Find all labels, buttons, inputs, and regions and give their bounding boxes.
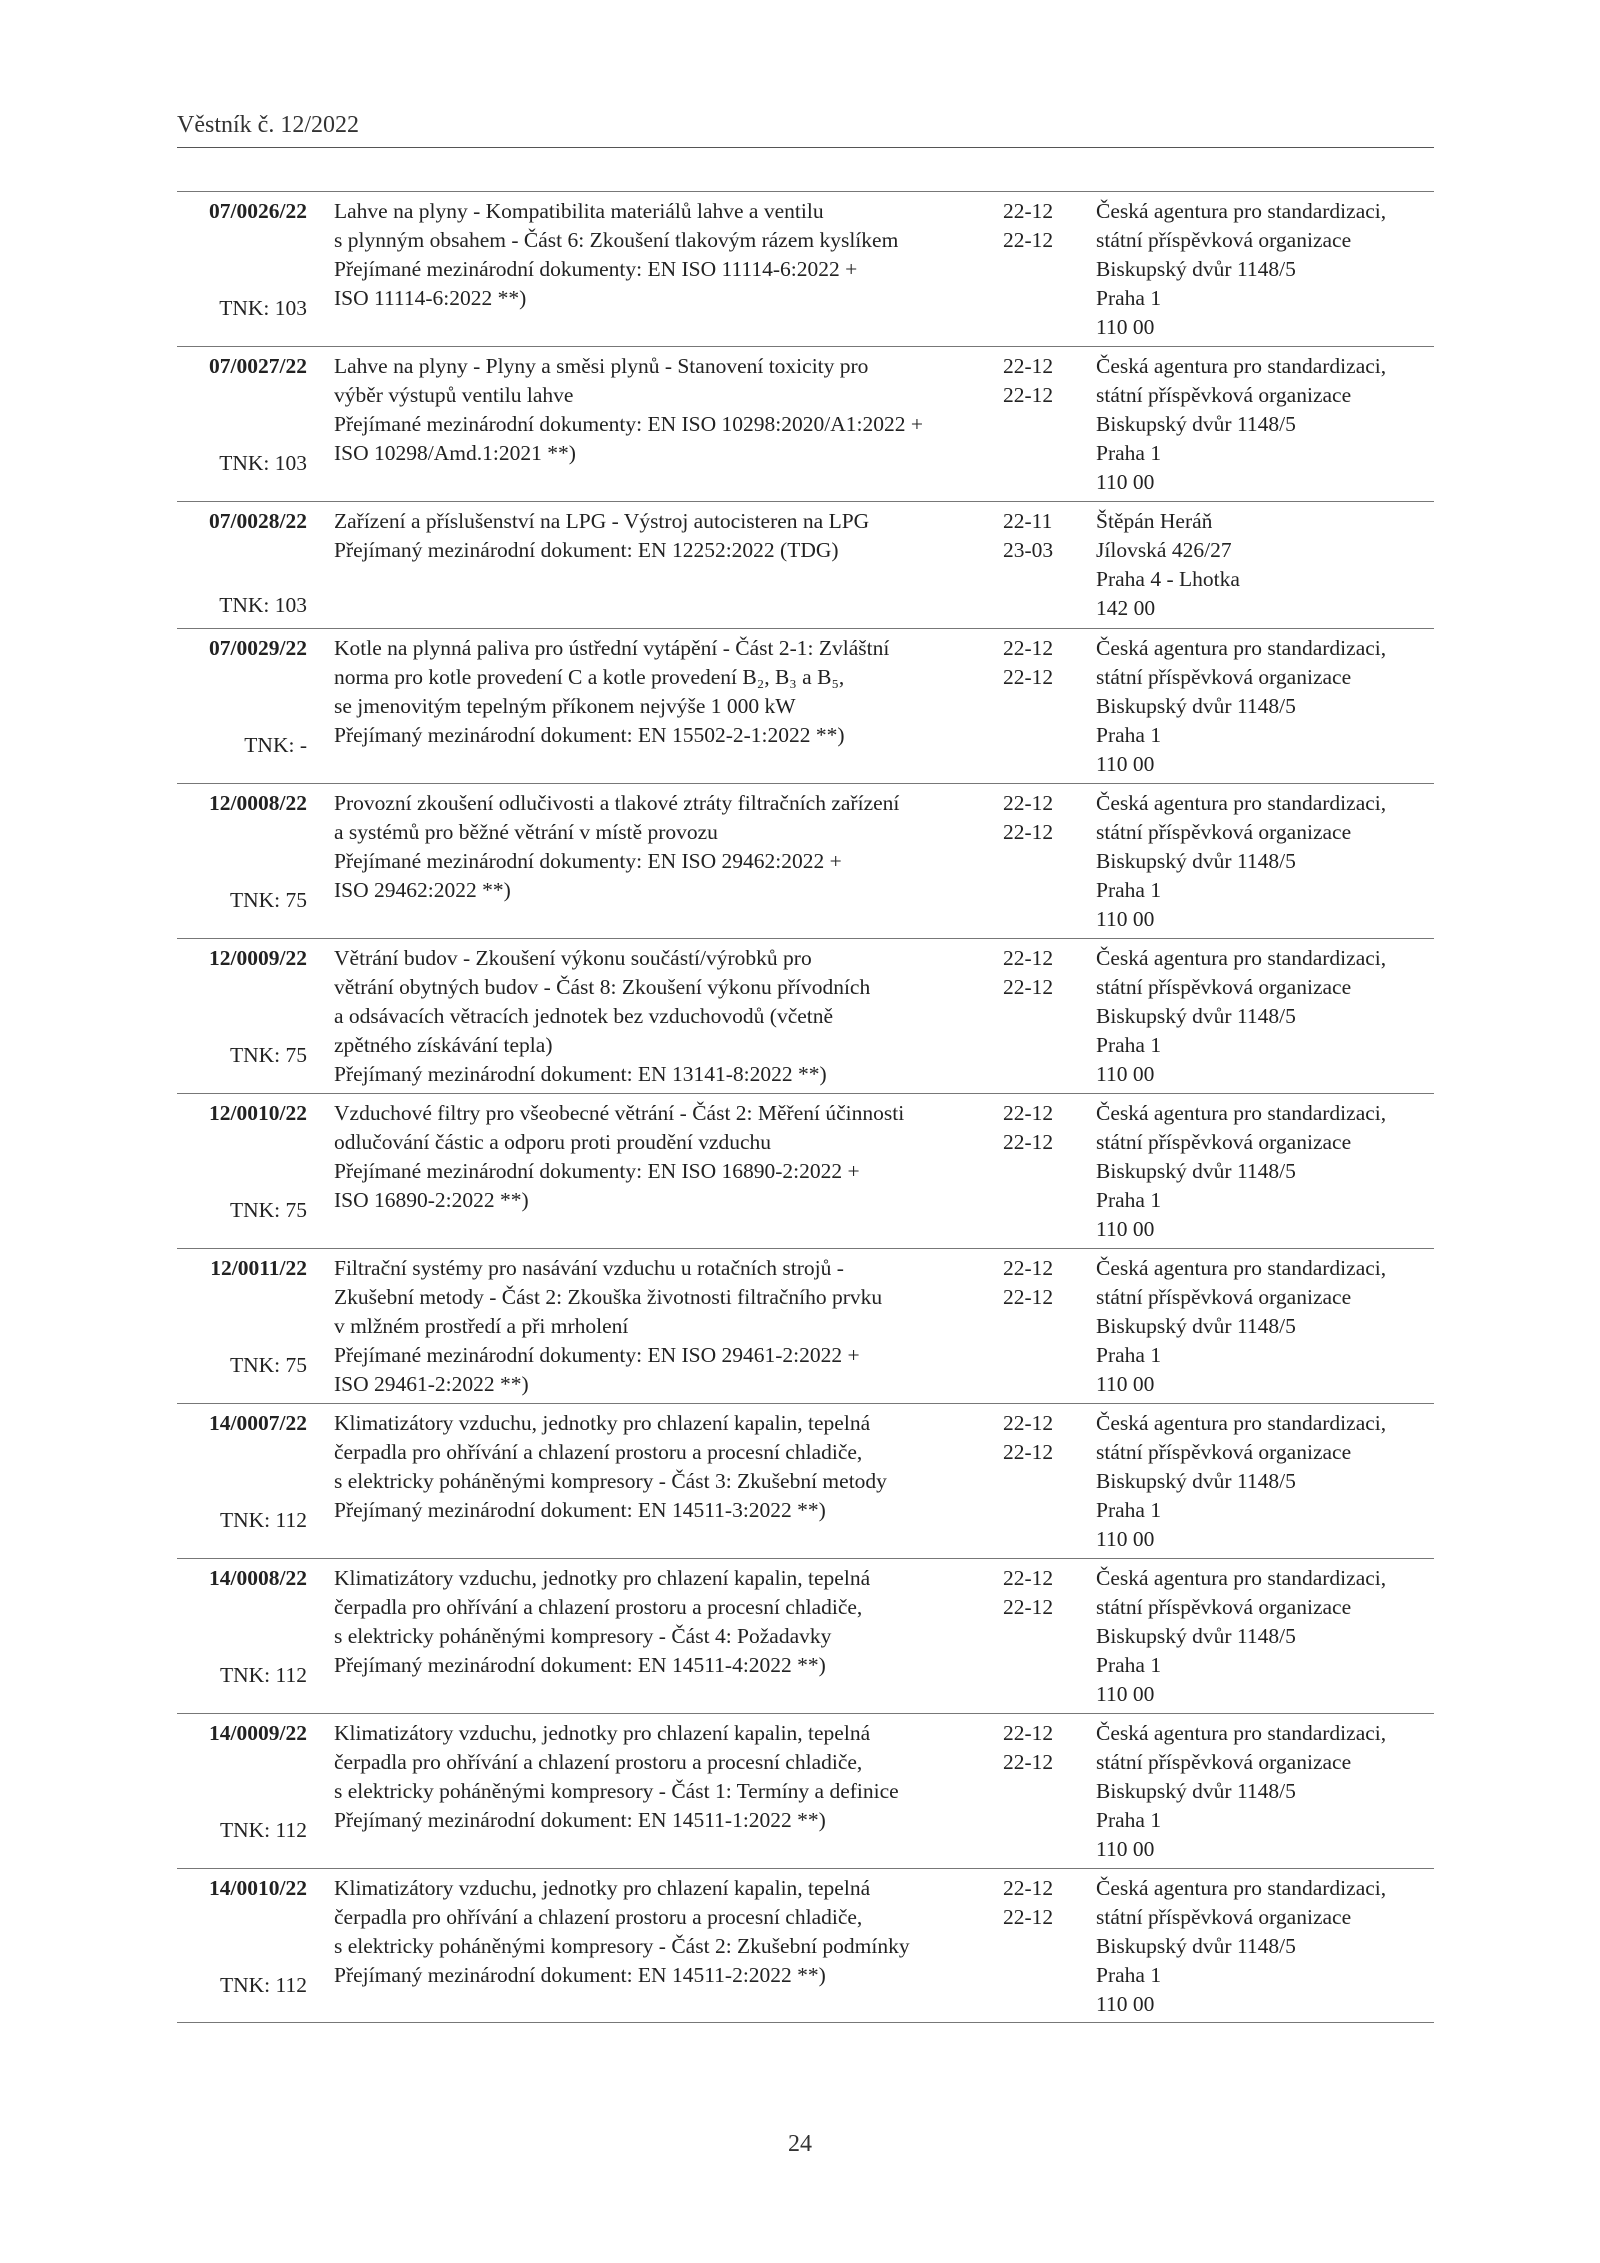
address-line: státní příspěvková organizace: [1096, 1750, 1352, 1774]
record-title: [334, 507, 994, 565]
standards-table: [177, 191, 1434, 2023]
title-line: čerpadla pro ohřívání a chlazení prostoru a procesní chladiče,: [334, 1750, 863, 1774]
title-line: čerpadla pro ohřívání a chlazení prostoru a procesní chladiče,: [334, 1595, 863, 1619]
record-number-cell: [177, 1874, 307, 1997]
title-line: Lahve na plyny - Kompatibilita materiálů lahve a ventilu: [334, 199, 824, 223]
record-number-cell: [177, 1409, 307, 1532]
record-dates: [1003, 507, 1073, 565]
title-line: s elektricky poháněnými kompresory - Část 2: Zkušební podmínky: [334, 1934, 910, 1958]
title-line: ISO 29462:2022 **): [334, 878, 511, 902]
record-address: [1096, 352, 1436, 497]
title-line: ISO 10298/Amd.1:2021 **): [334, 441, 576, 465]
address-line: 110 00: [1096, 1062, 1155, 1086]
title-line: čerpadla pro ohřívání a chlazení prostoru a procesní chladiče,: [334, 1905, 863, 1929]
record-number: 07/0026/22: [209, 199, 307, 223]
title-line: výběr výstupů ventilu lahve: [334, 383, 574, 407]
record-number: 12/0011/22: [210, 1256, 307, 1280]
date-value: 22-11: [1003, 509, 1053, 533]
date-value: 22-12: [1003, 1130, 1054, 1154]
date-value: 22-12: [1003, 975, 1054, 999]
address-line: Česká agentura pro standardizaci,: [1096, 636, 1387, 660]
record-number-cell: [177, 507, 307, 617]
address-line: 110 00: [1096, 1217, 1155, 1241]
table-row: [177, 1403, 1434, 1558]
address-line: Biskupský dvůr 1148/5: [1096, 1314, 1296, 1338]
record-title: [334, 1254, 994, 1399]
record-dates: [1003, 1099, 1073, 1157]
address-line: Biskupský dvůr 1148/5: [1096, 1624, 1296, 1648]
tnk-code: TNK: -: [244, 733, 307, 757]
title-line: Provozní zkoušení odlučivosti a tlakové ztráty filtračních zařízení: [334, 791, 900, 815]
record-number-cell: [177, 1254, 307, 1377]
date-value: 22-12: [1003, 1721, 1054, 1745]
date-value: 22-12: [1003, 1411, 1054, 1435]
title-line: Přejímané mezinárodní dokumenty: EN ISO 16890-2:2022 +: [334, 1159, 860, 1183]
address-line: Praha 1: [1096, 1808, 1162, 1832]
title-line: Přejímaný mezinárodní dokument: EN 14511-3:2022 **): [334, 1498, 826, 1522]
record-title: [334, 1099, 994, 1215]
address-line: Praha 1: [1096, 1033, 1162, 1057]
address-line: 110 00: [1096, 752, 1155, 776]
title-line: Přejímané mezinárodní dokumenty: EN ISO 10298:2020/A1:2022 +: [334, 412, 923, 436]
title-line: Přejímaný mezinárodní dokument: EN 14511-1:2022 **): [334, 1808, 826, 1832]
date-value: 22-12: [1003, 383, 1054, 407]
title-line: Kotle na plynná paliva pro ústřední vytápění - Část 2-1: Zvláštní: [334, 636, 890, 660]
record-number: 07/0029/22: [209, 636, 307, 660]
tnk-code: TNK: 75: [229, 1353, 307, 1377]
address-line: státní příspěvková organizace: [1096, 1285, 1352, 1309]
address-line: Biskupský dvůr 1148/5: [1096, 1004, 1296, 1028]
record-number: 14/0010/22: [209, 1876, 307, 1900]
address-line: státní příspěvková organizace: [1096, 1440, 1352, 1464]
title-line: Přejímané mezinárodní dokumenty: EN ISO 11114-6:2022 +: [334, 257, 858, 281]
record-number-cell: [177, 1564, 307, 1687]
record-number-cell: [177, 352, 307, 475]
record-number-cell: [177, 1099, 307, 1222]
record-dates: [1003, 1409, 1073, 1467]
address-line: Česká agentura pro standardizaci,: [1096, 354, 1387, 378]
record-number: 14/0008/22: [209, 1566, 307, 1590]
address-line: Praha 4 - Lhotka: [1096, 567, 1240, 591]
title-line: se jmenovitým tepelným příkonem nejvýše 1 000 kW: [334, 694, 796, 718]
table-row: [177, 1713, 1434, 1868]
title-line: Větrání budov - Zkoušení výkonu součástí/výrobků pro: [334, 946, 812, 970]
record-number: 12/0008/22: [209, 791, 307, 815]
title-line: Vzduchové filtry pro všeobecné větrání - Část 2: Měření účinnosti: [334, 1101, 905, 1125]
address-line: 110 00: [1096, 1682, 1155, 1706]
tnk-code: TNK: 75: [229, 1043, 307, 1067]
record-address: [1096, 1719, 1436, 1864]
address-line: 142 00: [1096, 596, 1156, 620]
date-value: 22-12: [1003, 199, 1054, 223]
address-line: Česká agentura pro standardizaci,: [1096, 1411, 1387, 1435]
record-address: [1096, 944, 1436, 1089]
address-line: Praha 1: [1096, 878, 1162, 902]
title-line: ISO 11114-6:2022 **): [334, 286, 527, 310]
title-line: ISO 16890-2:2022 **): [334, 1188, 529, 1212]
record-number-cell: [177, 789, 307, 912]
record-number-cell: [177, 944, 307, 1067]
title-line: Filtrační systémy pro nasávání vzduchu u rotačních strojů -: [334, 1256, 844, 1280]
title-line: s elektricky poháněnými kompresory - Část 3: Zkušební metody: [334, 1469, 887, 1493]
date-value: 22-12: [1003, 946, 1054, 970]
address-line: Praha 1: [1096, 1963, 1162, 1987]
record-dates: [1003, 634, 1073, 692]
title-line: Klimatizátory vzduchu, jednotky pro chlazení kapalin, tepelná: [334, 1411, 871, 1435]
title-line: Zařízení a příslušenství na LPG - Výstroj autocisteren na LPG: [334, 509, 870, 533]
address-line: státní příspěvková organizace: [1096, 820, 1352, 844]
address-line: 110 00: [1096, 470, 1155, 494]
title-line: ISO 29461-2:2022 **): [334, 1372, 529, 1396]
address-line: státní příspěvková organizace: [1096, 1130, 1352, 1154]
address-line: Biskupský dvůr 1148/5: [1096, 1469, 1296, 1493]
tnk-code: TNK: 112: [220, 1663, 307, 1687]
table-row: [177, 191, 1434, 346]
date-value: 22-12: [1003, 354, 1054, 378]
address-line: Štěpán Heráň: [1096, 509, 1213, 533]
table-row: [177, 1093, 1434, 1248]
record-number-cell: [177, 1719, 307, 1842]
record-address: [1096, 1099, 1436, 1244]
title-line: zpětného získávání tepla): [334, 1033, 553, 1057]
address-line: 110 00: [1096, 907, 1155, 931]
record-title: [334, 1564, 994, 1680]
address-line: státní příspěvková organizace: [1096, 1595, 1352, 1619]
date-value: 22-12: [1003, 1595, 1054, 1619]
address-line: Česká agentura pro standardizaci,: [1096, 199, 1387, 223]
record-address: [1096, 1409, 1436, 1554]
address-line: 110 00: [1096, 1372, 1155, 1396]
record-title: [334, 1874, 994, 1990]
address-line: Biskupský dvůr 1148/5: [1096, 1779, 1296, 1803]
record-dates: [1003, 944, 1073, 1002]
date-value: 22-12: [1003, 1256, 1054, 1280]
title-line: odlučování částic a odporu proti proudění vzduchu: [334, 1130, 772, 1154]
tnk-code: TNK: 112: [220, 1508, 307, 1532]
title-line: Přejímané mezinárodní dokumenty: EN ISO 29462:2022 +: [334, 849, 842, 873]
address-line: Biskupský dvůr 1148/5: [1096, 257, 1296, 281]
title-line: s plynným obsahem - Část 6: Zkoušení tlakovým rázem kyslíkem: [334, 228, 899, 252]
date-value: 22-12: [1003, 636, 1054, 660]
title-line: norma pro kotle provedení C a kotle provedení B₂, B₃ a B₅,: [334, 665, 845, 689]
address-line: 110 00: [1096, 1837, 1155, 1861]
date-value: 22-12: [1003, 1285, 1054, 1309]
record-title: [334, 1409, 994, 1525]
record-number: 12/0009/22: [209, 946, 307, 970]
record-title: [334, 634, 994, 750]
record-dates: [1003, 1874, 1073, 1932]
record-dates: [1003, 197, 1073, 255]
title-line: Přejímaný mezinárodní dokument: EN 15502-2-1:2022 **): [334, 723, 845, 747]
record-address: [1096, 1564, 1436, 1709]
title-line: Přejímaný mezinárodní dokument: EN 14511-2:2022 **): [334, 1963, 826, 1987]
record-dates: [1003, 1254, 1073, 1312]
date-value: 22-12: [1003, 1101, 1054, 1125]
title-line: čerpadla pro ohřívání a chlazení prostoru a procesní chladiče,: [334, 1440, 863, 1464]
tnk-code: TNK: 75: [229, 888, 307, 912]
record-title: [334, 944, 994, 1089]
address-line: Praha 1: [1096, 723, 1162, 747]
address-line: Praha 1: [1096, 1653, 1162, 1677]
title-line: s elektricky poháněnými kompresory - Část 4: Požadavky: [334, 1624, 832, 1648]
table-row: [177, 346, 1434, 501]
date-value: 22-12: [1003, 820, 1054, 844]
address-line: Česká agentura pro standardizaci,: [1096, 791, 1387, 815]
date-value: 22-12: [1003, 1876, 1054, 1900]
table-row: [177, 1558, 1434, 1713]
record-address: [1096, 507, 1436, 623]
date-value: 22-12: [1003, 1566, 1054, 1590]
record-address: [1096, 1874, 1436, 2019]
address-line: Česká agentura pro standardizaci,: [1096, 1256, 1387, 1280]
table-row: [177, 1248, 1434, 1403]
date-value: 22-12: [1003, 1440, 1054, 1464]
title-line: s elektricky poháněnými kompresory - Část 1: Termíny a definice: [334, 1779, 899, 1803]
address-line: Česká agentura pro standardizaci,: [1096, 946, 1387, 970]
record-dates: [1003, 789, 1073, 847]
address-line: Biskupský dvůr 1148/5: [1096, 694, 1296, 718]
address-line: Jílovská 426/27: [1096, 538, 1232, 562]
record-number: 07/0027/22: [209, 354, 307, 378]
tnk-code: TNK: 112: [220, 1973, 307, 1997]
title-line: větrání obytných budov - Část 8: Zkoušení výkonu přívodních: [334, 975, 871, 999]
address-line: Praha 1: [1096, 1343, 1162, 1367]
record-number: 14/0009/22: [209, 1721, 307, 1745]
address-line: 110 00: [1096, 1527, 1155, 1551]
address-line: Česká agentura pro standardizaci,: [1096, 1876, 1387, 1900]
title-line: a odsávacích větracích jednotek bez vzduchovodů (včetně: [334, 1004, 834, 1028]
address-line: Praha 1: [1096, 1498, 1162, 1522]
record-number: 07/0028/22: [209, 509, 307, 533]
record-dates: [1003, 1719, 1073, 1777]
title-line: Přejímaný mezinárodní dokument: EN 14511-4:2022 **): [334, 1653, 826, 1677]
address-line: Praha 1: [1096, 441, 1162, 465]
date-value: 22-12: [1003, 1750, 1054, 1774]
title-line: Lahve na plyny - Plyny a směsi plynů - Stanovení toxicity pro: [334, 354, 869, 378]
record-address: [1096, 789, 1436, 934]
table-row: [177, 501, 1434, 628]
title-line: Klimatizátory vzduchu, jednotky pro chlazení kapalin, tepelná: [334, 1721, 871, 1745]
record-title: [334, 352, 994, 468]
title-line: v mlžném prostředí a při mrholení: [334, 1314, 629, 1338]
record-dates: [1003, 1564, 1073, 1622]
tnk-code: TNK: 103: [219, 296, 307, 320]
date-value: 23-03: [1003, 538, 1054, 562]
address-line: státní příspěvková organizace: [1096, 383, 1352, 407]
tnk-code: TNK: 75: [229, 1198, 307, 1222]
header-divider: [177, 147, 1434, 148]
tnk-code: TNK: 112: [220, 1818, 307, 1842]
record-title: [334, 197, 994, 313]
date-value: 22-12: [1003, 228, 1054, 252]
address-line: Praha 1: [1096, 1188, 1162, 1212]
tnk-code: TNK: 103: [219, 451, 307, 475]
record-number: 14/0007/22: [209, 1411, 307, 1435]
page-number: 24: [788, 2131, 812, 2157]
record-address: [1096, 197, 1436, 342]
date-value: 22-12: [1003, 665, 1054, 689]
address-line: Biskupský dvůr 1148/5: [1096, 849, 1296, 873]
record-dates: [1003, 352, 1073, 410]
address-line: státní příspěvková organizace: [1096, 1905, 1352, 1929]
title-line: Přejímaný mezinárodní dokument: EN 13141-8:2022 **): [334, 1062, 827, 1086]
address-line: Česká agentura pro standardizaci,: [1096, 1101, 1387, 1125]
table-row: [177, 783, 1434, 938]
address-line: Praha 1: [1096, 286, 1162, 310]
table-row: [177, 1868, 1434, 2023]
record-title: [334, 1719, 994, 1835]
record-number: 12/0010/22: [209, 1101, 307, 1125]
address-line: Biskupský dvůr 1148/5: [1096, 412, 1296, 436]
table-row: [177, 628, 1434, 783]
address-line: státní příspěvková organizace: [1096, 228, 1352, 252]
tnk-code: TNK: 103: [219, 593, 307, 617]
record-address: [1096, 1254, 1436, 1399]
record-number-cell: [177, 634, 307, 757]
date-value: 22-12: [1003, 791, 1054, 815]
page-header: Věstník č. 12/2022: [177, 112, 359, 138]
record-number-cell: [177, 197, 307, 320]
address-line: Česká agentura pro standardizaci,: [1096, 1721, 1387, 1745]
address-line: 110 00: [1096, 1992, 1155, 2016]
address-line: Biskupský dvůr 1148/5: [1096, 1159, 1296, 1183]
address-line: státní příspěvková organizace: [1096, 665, 1352, 689]
title-line: a systémů pro běžné větrání v místě provozu: [334, 820, 718, 844]
title-line: Klimatizátory vzduchu, jednotky pro chlazení kapalin, tepelná: [334, 1566, 871, 1590]
title-line: Přejímaný mezinárodní dokument: EN 12252:2022 (TDG): [334, 538, 839, 562]
address-line: 110 00: [1096, 315, 1155, 339]
address-line: Biskupský dvůr 1148/5: [1096, 1934, 1296, 1958]
title-line: Klimatizátory vzduchu, jednotky pro chlazení kapalin, tepelná: [334, 1876, 871, 1900]
title-line: Zkušební metody - Část 2: Zkouška životnosti filtračního prvku: [334, 1285, 883, 1309]
table-row: [177, 938, 1434, 1093]
record-address: [1096, 634, 1436, 779]
record-title: [334, 789, 994, 905]
title-line: Přejímané mezinárodní dokumenty: EN ISO 29461-2:2022 +: [334, 1343, 860, 1367]
address-line: Česká agentura pro standardizaci,: [1096, 1566, 1387, 1590]
address-line: státní příspěvková organizace: [1096, 975, 1352, 999]
date-value: 22-12: [1003, 1905, 1054, 1929]
